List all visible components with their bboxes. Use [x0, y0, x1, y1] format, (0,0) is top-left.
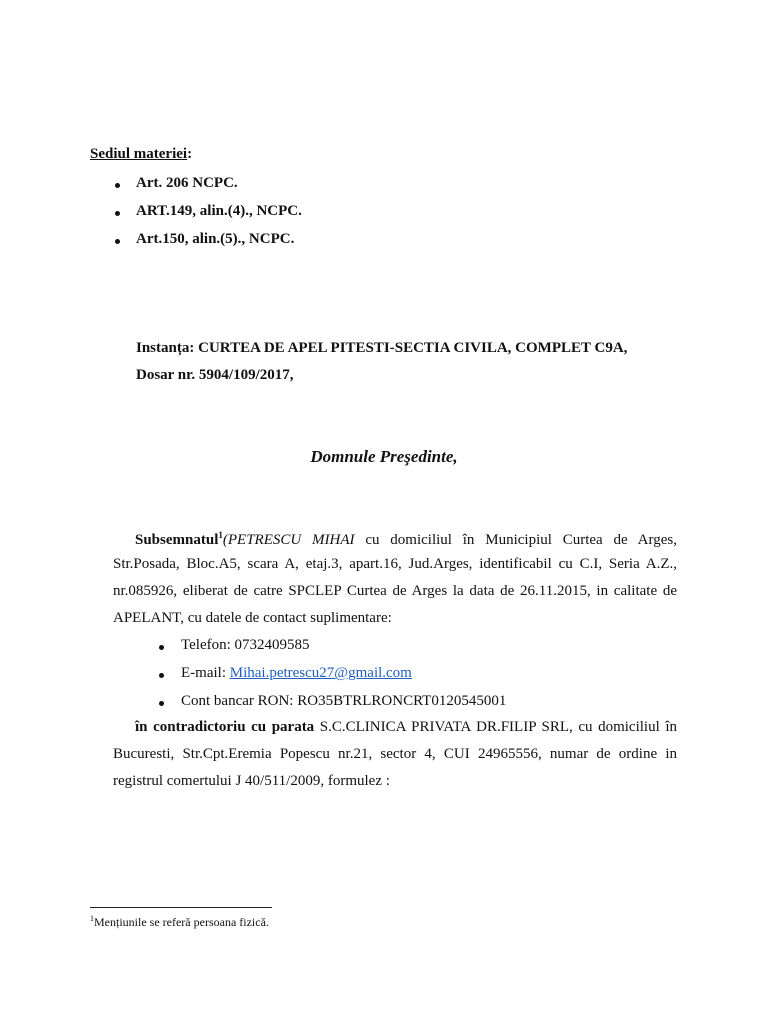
paragraph-line: APELANT, cu datele de contact suplimentare:	[113, 610, 392, 626]
bullet-dot	[159, 673, 164, 678]
sediul-heading-colon: :	[187, 146, 193, 162]
paragraph-line	[113, 530, 677, 549]
sediul-heading-text: Sediul materiei	[90, 146, 188, 162]
email-label: E-mail:	[181, 665, 230, 681]
paragraph-line	[113, 719, 677, 736]
footnote-text: Mențiunile se referă persoana fizică.	[94, 915, 269, 929]
parata-rest: S.C.CLINICA PRIVATA DR.FILIP SRL, cu domiciliul în	[314, 719, 677, 735]
parata-bold: în contradictoriu cu parata	[135, 719, 315, 735]
footnote-mark: 1	[90, 914, 94, 923]
dosar-line: Dosar nr. 5904/109/2017,	[136, 367, 294, 383]
paragraph-line: nr.085926, eliberat de catre SPCLEP Curtea de Arges la data de 26.11.2015, in calitate de	[113, 583, 677, 599]
sediu-item: Art.150, alin.(5)., NCPC.	[136, 231, 295, 247]
bullet-dot	[159, 701, 164, 706]
paragraph-line: Bucuresti, Str.Cpt.Eremia Popescu nr.21, sector 4, CUI 24965556, numar de ordine in	[113, 746, 677, 762]
bullet-dot	[159, 645, 164, 650]
instanta-label: Instanța:	[136, 340, 195, 356]
address-part: cu domiciliul în Municipiul Curtea de Arges,	[354, 532, 677, 548]
salutation: Domnule Preşedinte,	[310, 447, 458, 466]
instanta-value: CURTEA DE APEL PITESTI-SECTIA CIVILA, COMPLET C9A,	[194, 340, 628, 356]
footnote	[90, 914, 269, 930]
bullet-dot	[115, 211, 120, 216]
person-name: (PETRESCU MIHAI	[222, 532, 355, 548]
paragraph-line: Str.Posada, Bloc.A5, scara A, etaj.3, apart.16, Jud.Arges, identificabil cu C.I, Seria A.Z.,	[113, 556, 677, 572]
bullet-dot	[115, 183, 120, 188]
footnote-ref: 1	[218, 530, 223, 540]
email-item	[181, 665, 412, 682]
footnote-rule	[90, 907, 272, 908]
subsemnatul-word: Subsemnatul	[135, 532, 219, 548]
sediul-heading	[90, 146, 192, 163]
sediu-item: Art. 206 NCPC.	[136, 175, 238, 191]
bullet-dot	[115, 239, 120, 244]
instanta-line	[136, 340, 627, 357]
sediu-item: ART.149, alin.(4)., NCPC.	[136, 203, 302, 219]
bank-item: Cont bancar RON: RO35BTRLRONCRT0120545001	[181, 693, 507, 709]
email-link[interactable]: Mihai.petrescu27@gmail.com	[229, 665, 412, 681]
phone-item: Telefon: 0732409585	[181, 637, 310, 653]
paragraph-line: registrul comertului J 40/511/2009, formulez :	[113, 773, 390, 789]
